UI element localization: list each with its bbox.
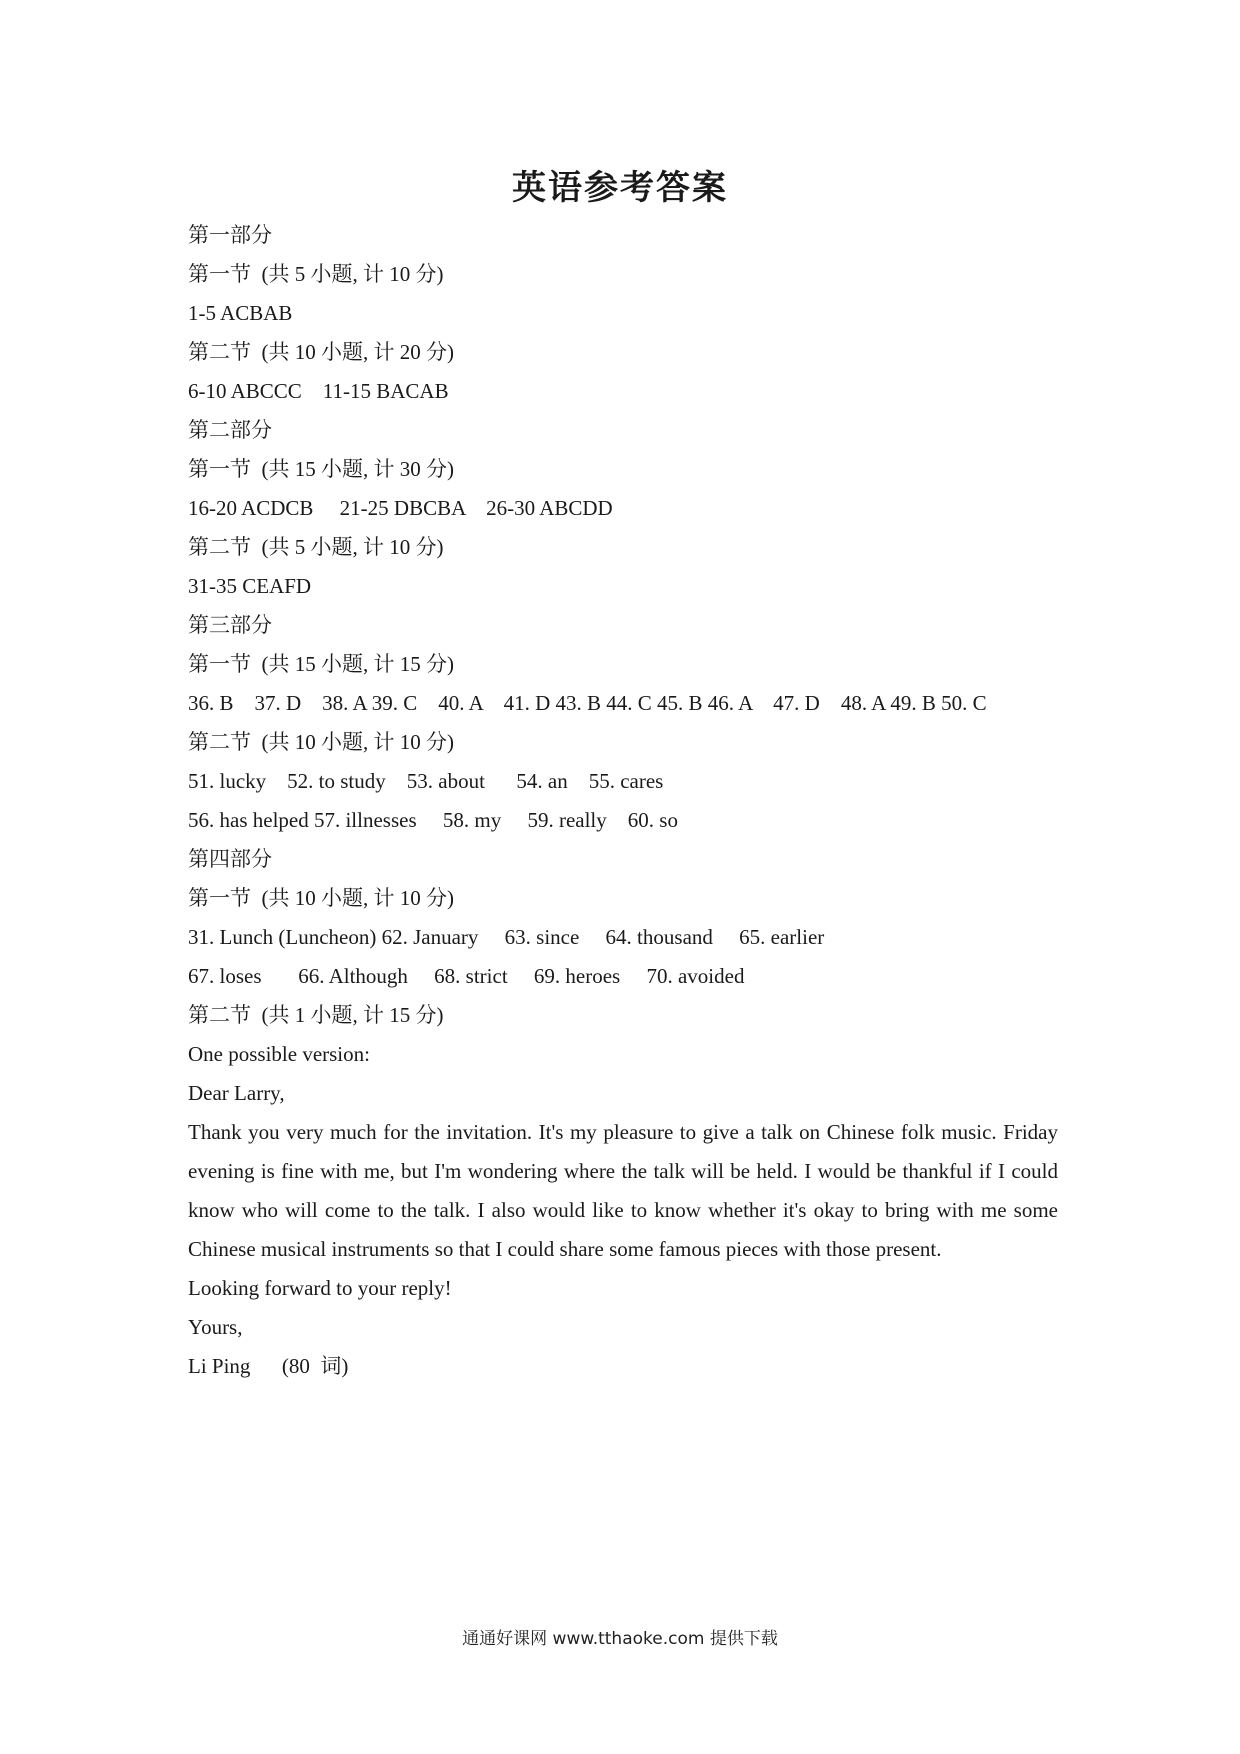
answer-line: 6-10 ABCCC 11-15 BACAB [188, 379, 449, 403]
part-heading: 第三部分 [188, 613, 272, 637]
section-heading: 第二节 (共 5 小题, 计 10 分) [188, 535, 444, 559]
letter-signoff: Yours, [188, 1315, 243, 1339]
section-heading: 第一节 (共 10 小题, 计 10 分) [188, 886, 454, 910]
letter-signature: Li Ping (80 词) [188, 1354, 349, 1378]
section-heading: 第二节 (共 1 小题, 计 15 分) [188, 1003, 444, 1027]
section-heading: 第一节 (共 15 小题, 计 15 分) [188, 652, 454, 676]
section-heading: 第一节 (共 15 小题, 计 30 分) [188, 457, 454, 481]
letter-closing: Looking forward to your reply! [188, 1276, 452, 1300]
answer-line: 1-5 ACBAB [188, 301, 293, 325]
answer-line: 36. B 37. D 38. A 39. C 40. A 41. D 43. B 44. C 45. B 46. A 47. D 48. A 49. B 50. C [188, 691, 987, 715]
footer-source: 通通好课网 www.tthaoke.com 提供下载 [462, 1629, 778, 1649]
part-heading: 第四部分 [188, 847, 272, 871]
letter-body: Thank you very much for the invitation. It's my pleasure to give a talk on Chinese folk music. Friday evening is fine with me, but I'm wondering where the talk will be held. I would be thankful if I could know who will come to the talk. I also would like to know whether it's okay to bring with me some Chinese musical instruments so that I could share some famous pieces with those present. [188, 1120, 1058, 1261]
part-heading: 第一部分 [188, 223, 272, 247]
answer-line: 56. has helped 57. illnesses 58. my 59. really 60. so [188, 808, 678, 832]
answer-line: 67. loses 66. Although 68. strict 69. heroes 70. avoided [188, 964, 745, 988]
section-heading: 第二节 (共 10 小题, 计 10 分) [188, 730, 454, 754]
section-heading: 第二节 (共 10 小题, 计 20 分) [188, 340, 454, 364]
answer-line: 31. Lunch (Luncheon) 62. January 63. since 64. thousand 65. earlier [188, 925, 825, 949]
section-heading: 第一节 (共 5 小题, 计 10 分) [188, 262, 444, 286]
version-label: One possible version: [188, 1042, 370, 1066]
answer-content [188, 216, 1058, 1386]
part-heading: 第二部分 [188, 418, 272, 442]
letter-salutation: Dear Larry, [188, 1081, 285, 1105]
answer-line: 31-35 CEAFD [188, 574, 312, 598]
answer-line: 51. lucky 52. to study 53. about 54. an 55. cares [188, 769, 664, 793]
page-title: 英语参考答案 [512, 168, 728, 208]
answer-line: 16-20 ACDCB 21-25 DBCBA 26-30 ABCDD [188, 496, 613, 520]
